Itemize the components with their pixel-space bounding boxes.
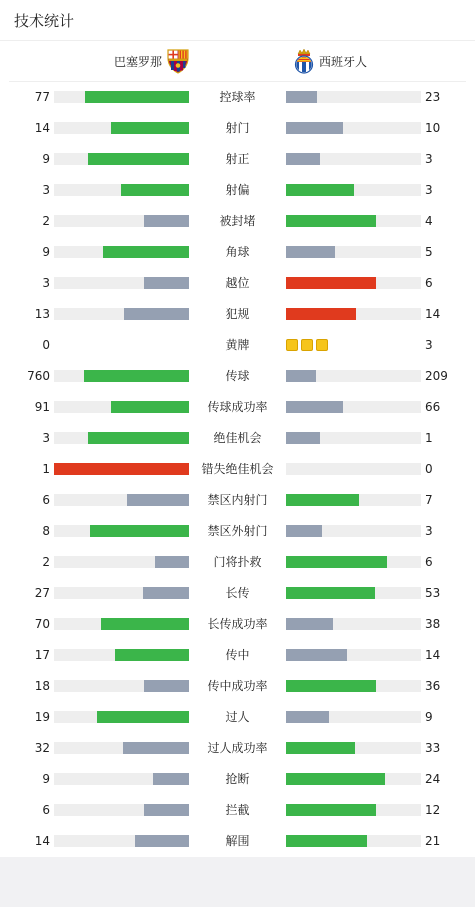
stat-label: 射偏	[225, 183, 250, 197]
away-bar-track	[286, 246, 421, 258]
stat-row	[0, 764, 475, 795]
away-bar	[286, 742, 355, 754]
away-value: 24	[425, 772, 441, 786]
stat-row	[0, 702, 475, 733]
away-bar	[286, 122, 343, 134]
home-bar-track	[54, 742, 189, 754]
away-value: 12	[425, 803, 441, 817]
home-bar	[115, 649, 189, 661]
away-bar	[286, 618, 333, 630]
home-bar	[84, 370, 189, 382]
barcelona-crest-icon	[166, 48, 190, 74]
away-bar	[286, 277, 376, 289]
stat-row	[0, 237, 475, 268]
away-team[interactable]	[293, 41, 371, 81]
away-bar	[286, 556, 387, 568]
away-bar-track	[286, 91, 421, 103]
stat-label: 长传	[225, 586, 250, 600]
home-value: 70	[34, 617, 50, 631]
away-bar-track	[286, 835, 421, 847]
home-value: 17	[34, 648, 50, 662]
away-bar	[286, 308, 356, 320]
yellow-card-icon	[301, 339, 313, 351]
away-bar	[286, 153, 320, 165]
home-bar-track	[54, 122, 189, 134]
away-value: 53	[425, 586, 441, 600]
stat-label: 拦截	[225, 803, 250, 817]
away-bar-track	[286, 370, 421, 382]
away-bar-track	[286, 804, 421, 816]
away-bar-track	[286, 742, 421, 754]
stat-label: 过人成功率	[207, 741, 268, 755]
home-value: 13	[34, 307, 50, 321]
home-bar	[144, 680, 189, 692]
away-value: 3	[425, 183, 433, 197]
stat-row	[0, 547, 475, 578]
away-bar-track	[286, 401, 421, 413]
home-bar	[101, 618, 189, 630]
home-value: 1	[42, 462, 50, 476]
away-value: 3	[425, 338, 433, 352]
home-bar	[127, 494, 189, 506]
stat-row	[0, 423, 475, 454]
away-bar	[286, 432, 320, 444]
away-bar	[286, 525, 322, 537]
away-bar	[286, 804, 376, 816]
home-bar	[88, 153, 189, 165]
home-value: 6	[42, 493, 50, 507]
home-bar-track	[54, 587, 189, 599]
away-yellow-cards	[286, 339, 328, 351]
stat-label: 门将扑救	[213, 555, 262, 569]
away-value: 7	[425, 493, 433, 507]
away-bar	[286, 711, 329, 723]
home-value: 91	[34, 400, 50, 414]
page-background	[0, 857, 475, 907]
stat-label: 越位	[225, 276, 250, 290]
away-bar-track	[286, 618, 421, 630]
home-bar	[103, 246, 189, 258]
home-bar	[144, 215, 189, 227]
stat-label: 绝佳机会	[213, 431, 262, 445]
teams-header	[9, 41, 466, 82]
stats-list	[0, 82, 475, 857]
stat-row	[0, 516, 475, 547]
away-value: 0	[425, 462, 433, 476]
home-bar	[88, 432, 189, 444]
stat-row	[0, 485, 475, 516]
stat-label: 禁区外射门	[207, 524, 268, 538]
stat-label: 射门	[225, 121, 250, 135]
home-value: 2	[42, 214, 50, 228]
home-value: 3	[42, 183, 50, 197]
away-bar-track	[286, 711, 421, 723]
away-value: 14	[425, 307, 441, 321]
home-value: 760	[27, 369, 50, 383]
away-bar	[286, 773, 385, 785]
stat-label: 长传成功率	[207, 617, 268, 631]
home-bar	[85, 91, 189, 103]
home-value: 3	[42, 431, 50, 445]
stat-row	[0, 82, 475, 113]
stat-label: 抢断	[225, 772, 250, 786]
stat-row	[0, 578, 475, 609]
away-value: 38	[425, 617, 441, 631]
home-value: 32	[34, 741, 50, 755]
stat-label: 射正	[225, 152, 250, 166]
stat-row	[0, 330, 475, 361]
stat-row	[0, 175, 475, 206]
home-bar	[121, 184, 189, 196]
stat-label: 传中	[225, 648, 250, 662]
section-title: 技术统计	[14, 11, 75, 30]
away-value: 21	[425, 834, 441, 848]
home-value: 14	[34, 121, 50, 135]
away-bar-track	[286, 680, 421, 692]
away-value: 33	[425, 741, 441, 755]
away-bar	[286, 835, 367, 847]
away-bar-track	[286, 525, 421, 537]
home-bar	[111, 401, 189, 413]
home-bar-track	[54, 153, 189, 165]
away-bar	[286, 494, 359, 506]
home-bar-track	[54, 804, 189, 816]
away-value: 23	[425, 90, 441, 104]
home-bar	[144, 277, 189, 289]
away-bar-track	[286, 308, 421, 320]
home-value: 3	[42, 276, 50, 290]
away-bar-track	[286, 773, 421, 785]
away-bar-track	[286, 184, 421, 196]
stat-row	[0, 113, 475, 144]
stat-row	[0, 144, 475, 175]
stat-label: 传中成功率	[207, 679, 268, 693]
away-value: 3	[425, 152, 433, 166]
away-bar	[286, 680, 376, 692]
home-bar-track	[54, 711, 189, 723]
stat-row	[0, 826, 475, 857]
away-value: 66	[425, 400, 441, 414]
home-bar-track	[54, 215, 189, 227]
home-bar	[97, 711, 189, 723]
home-bar-track	[54, 556, 189, 568]
away-bar-track	[286, 649, 421, 661]
stat-row	[0, 454, 475, 485]
away-bar	[286, 215, 376, 227]
home-value: 9	[42, 152, 50, 166]
away-value: 9	[425, 710, 433, 724]
stat-label: 传球成功率	[207, 400, 268, 414]
home-value: 27	[34, 586, 50, 600]
home-value: 9	[42, 772, 50, 786]
home-bar	[111, 122, 189, 134]
away-bar-track	[286, 153, 421, 165]
away-bar	[286, 587, 375, 599]
away-value: 4	[425, 214, 433, 228]
stat-row	[0, 206, 475, 237]
away-bar-track	[286, 122, 421, 134]
home-bar-track	[54, 432, 189, 444]
away-bar-track	[286, 463, 421, 475]
stat-label: 被封堵	[219, 214, 256, 228]
stat-row	[0, 795, 475, 826]
home-team[interactable]	[110, 41, 190, 81]
away-bar	[286, 401, 343, 413]
home-bar-track	[54, 308, 189, 320]
home-bar	[54, 463, 189, 475]
away-value: 5	[425, 245, 433, 259]
stat-label: 犯规	[225, 307, 250, 321]
home-bar	[124, 308, 189, 320]
home-bar	[135, 835, 189, 847]
stat-row	[0, 268, 475, 299]
home-bar-track	[54, 680, 189, 692]
away-bar	[286, 370, 316, 382]
stat-row	[0, 361, 475, 392]
away-team-name: 西班牙人	[319, 54, 368, 69]
stat-label: 错失绝佳机会	[201, 462, 274, 476]
home-bar-track	[54, 525, 189, 537]
home-bar-track	[54, 370, 189, 382]
home-bar-track	[54, 649, 189, 661]
away-value: 14	[425, 648, 441, 662]
stat-row	[0, 299, 475, 330]
away-bar-track	[286, 277, 421, 289]
stat-row	[0, 733, 475, 764]
away-value: 10	[425, 121, 441, 135]
away-bar	[286, 246, 335, 258]
section-header	[0, 0, 475, 41]
away-value: 3	[425, 524, 433, 538]
away-value: 36	[425, 679, 441, 693]
home-value: 14	[34, 834, 50, 848]
stat-label: 解围	[225, 834, 250, 848]
yellow-card-icon	[286, 339, 298, 351]
away-value: 1	[425, 431, 433, 445]
home-bar	[123, 742, 189, 754]
stat-label: 控球率	[219, 90, 256, 104]
home-bar-track	[54, 91, 189, 103]
home-value: 77	[34, 90, 50, 104]
home-bar-track	[54, 401, 189, 413]
stat-row	[0, 671, 475, 702]
home-bar-track	[54, 618, 189, 630]
home-bar	[144, 804, 189, 816]
home-value: 2	[42, 555, 50, 569]
away-value: 6	[425, 555, 433, 569]
home-bar	[143, 587, 189, 599]
home-value: 18	[34, 679, 50, 693]
home-value: 19	[34, 710, 50, 724]
stat-label: 角球	[225, 245, 250, 259]
stat-row	[0, 640, 475, 671]
home-team-name: 巴塞罗那	[113, 54, 162, 69]
home-value: 9	[42, 245, 50, 259]
away-bar-track	[286, 432, 421, 444]
away-bar	[286, 649, 347, 661]
home-value: 6	[42, 803, 50, 817]
away-bar-track	[286, 556, 421, 568]
home-bar-track	[54, 184, 189, 196]
away-bar-track	[286, 494, 421, 506]
espanyol-crest-icon	[293, 48, 315, 74]
stat-label: 传球	[225, 369, 250, 383]
home-bar-track	[54, 835, 189, 847]
away-value: 209	[425, 369, 448, 383]
home-bar-track	[54, 773, 189, 785]
stat-label: 禁区内射门	[207, 493, 268, 507]
stat-row	[0, 392, 475, 423]
away-bar	[286, 184, 354, 196]
away-value: 6	[425, 276, 433, 290]
yellow-card-icon	[316, 339, 328, 351]
away-bar	[286, 91, 317, 103]
stat-label: 黄牌	[225, 338, 250, 352]
away-bar-track	[286, 587, 421, 599]
home-bar	[90, 525, 189, 537]
home-bar-track	[54, 463, 189, 475]
home-bar-track	[54, 494, 189, 506]
home-bar	[153, 773, 189, 785]
home-value: 8	[42, 524, 50, 538]
home-bar-track	[54, 277, 189, 289]
stat-row	[0, 609, 475, 640]
away-bar-track	[286, 215, 421, 227]
home-value: 0	[42, 338, 50, 352]
home-bar-track	[54, 246, 189, 258]
home-bar	[155, 556, 189, 568]
stat-label: 过人	[225, 710, 250, 724]
